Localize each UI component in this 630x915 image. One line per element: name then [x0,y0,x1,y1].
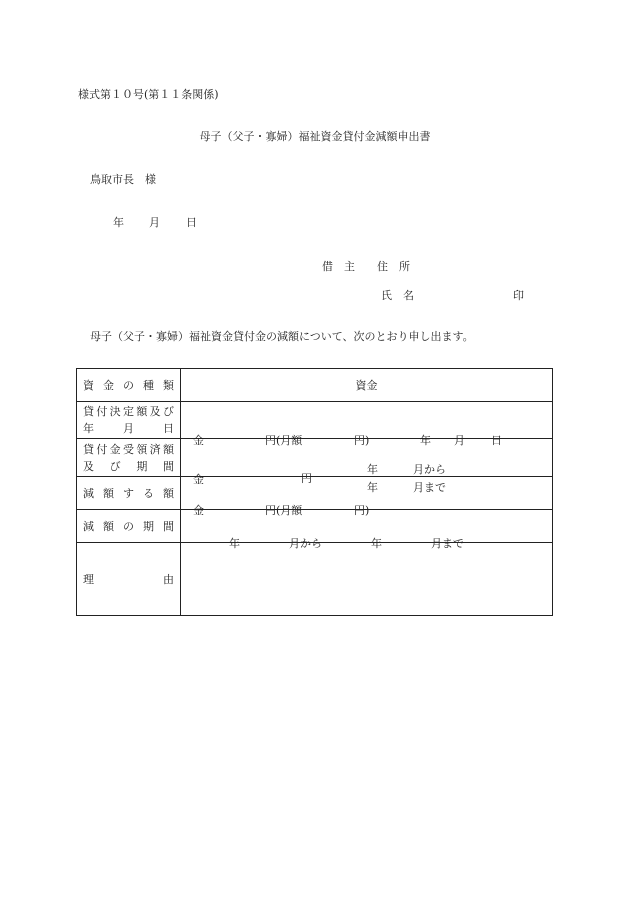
received-from-year: 年 [367,462,378,476]
document-title: 母子（父子・寡婦）福祉資金貸付金減額申出書 [199,130,431,143]
received-to-year: 年 [367,480,378,494]
received-amount-unit: 円 [301,471,312,485]
loan-day: 日 [491,434,502,447]
reason-label-cell [77,543,181,616]
received-label-line1: 貸付金受領済額 [83,442,174,456]
date-day: 日 [186,216,197,229]
reduction-amount-label: 減額する額 [83,486,174,500]
loan-monthly-close: 円) [354,434,370,447]
reduction-monthly-close: 円) [354,504,370,517]
row-reason [77,543,553,616]
loan-decision-label-line2: 年 月 日 [83,422,174,435]
reduction-amount-unit: 円(月額 [265,504,303,517]
loan-amount-unit: 円(月額 [265,434,303,447]
date-month: 月 [149,216,160,229]
row-received [77,439,553,477]
received-amount-prefix: 金 [193,472,204,486]
row-loan-decision [77,402,553,439]
loan-month: 月 [454,434,465,447]
borrower-address-row[interactable] [322,258,410,274]
loan-decision-value-cell[interactable] [181,402,553,447]
reduction-period-label: 減額の期間 [83,519,174,533]
fund-type-label-cell [77,369,181,402]
borrower-label: 借 主 [322,260,355,273]
row-reduction-amount [77,477,553,510]
period-from-month: 月から [289,537,322,550]
name-label: 氏 名 [381,289,414,302]
address-label: 住 所 [377,260,410,273]
period-to-month: 月まで [431,537,464,550]
fund-type-value-cell[interactable] [181,369,553,402]
loan-decision-label-cell [77,402,181,439]
addressee: 鳥取市長 様 [90,173,156,186]
reduction-period-label-cell [77,510,181,543]
received-to-month: 月まで [413,480,446,494]
reason-value-cell[interactable] [181,543,553,616]
borrower-name-row[interactable] [381,287,414,303]
seal-label: 印 [513,289,524,302]
date-year: 年 [113,216,124,229]
loan-amount-prefix: 金 [193,434,204,447]
date-line[interactable] [113,214,197,230]
application-table [76,368,553,616]
period-from-year: 年 [229,537,240,550]
fund-type-label: 資金の種類 [83,378,174,392]
loan-decision-label-line1: 貸付決定額及び [83,405,174,418]
received-from-month: 月から [413,462,446,476]
reduction-amount-label-cell [77,477,181,510]
row-reduction-period [77,510,553,543]
loan-year: 年 [420,434,431,447]
period-to-year: 年 [371,537,382,550]
reason-label: 理由 [83,572,174,586]
fund-type-value: 資金 [355,379,378,392]
received-label-line2: 及び期間 [83,459,174,473]
row-fund-type [77,369,553,402]
form-number: 様式第１０号(第１１条関係) [78,88,219,101]
statement-text: 母子（父子・寡婦）福祉資金貸付金の減額について、次のとおり申し出ます。 [90,330,474,343]
reduction-amount-prefix: 金 [193,504,204,517]
received-label-cell [77,439,181,477]
